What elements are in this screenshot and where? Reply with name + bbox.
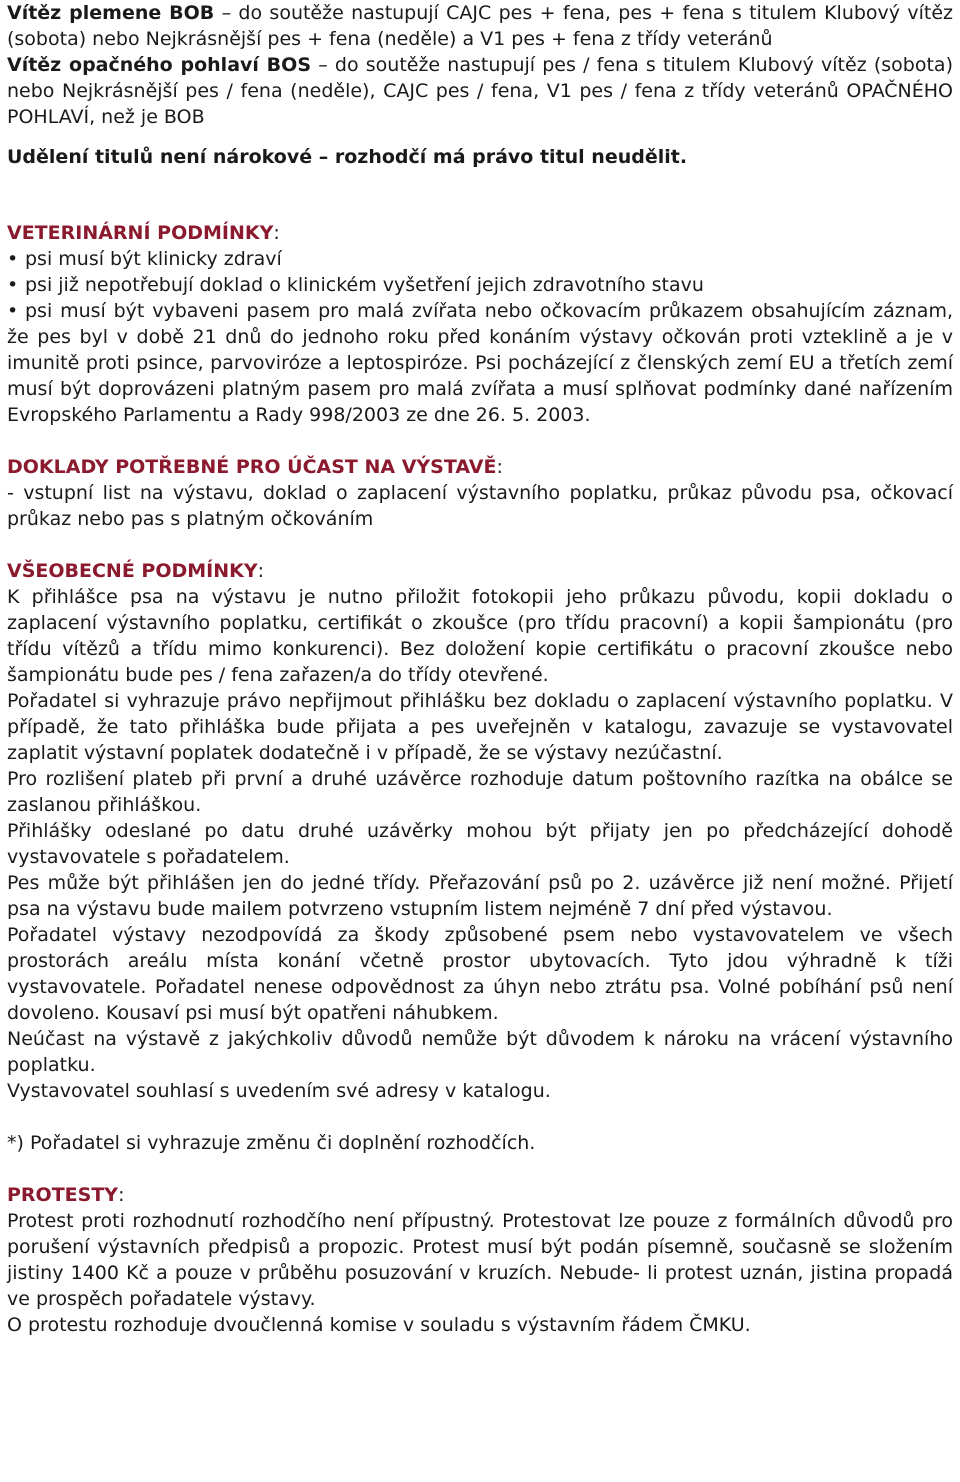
bos-text: – do soutěže nastupují pes / fena s titulem Klubový vítěz (sobota) nebo Nejkrásnější pes / fena (neděle), CAJC pes / fena, V1 pes / fena z třídy veteránů OPAČNÉHO POHLAVÍ, než je BOB	[7, 54, 953, 128]
protests-paragraph: O protestu rozhoduje dvoučlenná komise v souladu s výstavním řádem ČMKU.	[7, 1314, 751, 1336]
bullet-icon: •	[7, 248, 19, 270]
general-paragraph: Vystavovatel souhlasí s uvedením své adresy v katalogu.	[7, 1080, 551, 1102]
veterinary-bullet: • psi musí být vybaveni pasem pro malá zvířata nebo očkovacím průkazem obsahujícím záznam, že pes byl v době 21 dnů do jednoho roku před konáním výstavy očkován proti vzteklině a je v imunitě proti psince, parvoviróze a leptospiróze. Psi pocházející z členských zemí EU a třetích zemí musí být doprovázeni platným pasem pro malá zvířata a musí splňovat podmínky dané nařízením Evropského Parlamentu a Rady 998/2003 ze dne 26. 5. 2003.	[7, 300, 953, 426]
protests-paragraph: Protest proti rozhodnutí rozhodčího není přípustný. Protestovat lze pouze z formálních důvodů pro porušení výstavních předpisů a propozic. Protest musí být podán písemně, současně se složením jistiny 1400 Kč a pouze v průběhu posuzování v kruzích. Nebude- li protest uznán, jistina propadá ve prospěch pořadatele výstavy.	[7, 1210, 953, 1310]
general-paragraph: K přihlášce psa na výstavu je nutno přiložit fotokopii jeho průkazu původu, kopii dokladu o zaplacení výstavního poplatku, certifikát o zkoušce (pro třídu pracovní) a kopii šampionátu (pro třídu vítězů a třídu mimo konkurenci). Bez doložení kopie certifikátu o pracovní zkoušce nebo šampionátu bude pes / fena zařazen/a do třídy otevřené.	[7, 586, 953, 686]
judges-footnote: *) Pořadatel si vyhrazuje změnu či doplnění rozhodčích.	[7, 1132, 536, 1154]
bob-paragraph	[7, 0, 953, 52]
documents-text: - vstupní list na výstavu, doklad o zaplacení výstavního poplatku, průkaz původu psa, očkovací průkaz nebo pas s platným očkováním	[7, 482, 953, 530]
general-paragraph: Pořadatel výstavy nezodpovídá za škody způsobené psem nebo vystavovatelem ve všech prostorách areálu místa konání včetně prostor ubytovacích. Tyto jdou výhradně k tíži vystavovatele. Pořadatel nenese odpovědnost za úhyn nebo ztrátu psa. Volné pobíhání psů není dovoleno. Kousaví psi musí být opatřeni náhubkem.	[7, 924, 953, 1024]
veterinary-heading: VETERINÁRNÍ PODMÍNKY:	[7, 222, 280, 244]
general-paragraph: Pořadatel si vyhrazuje právo nepřijmout přihlášku bez dokladu o zaplacení výstavního poplatku. V případě, že tato přihláška bude přijata a pes uveřejněn v katalogu, zavazuje se vystavovatel zaplatit výstavní poplatek dodatečně i v případě, že se výstavy nezúčastní.	[7, 690, 953, 764]
general-paragraph: Pes může být přihlášen jen do jedné třídy. Přeřazování psů po 2. uzávěrce již není možné. Přijetí psa na výstavu bude mailem potvrzeno vstupním listem nejméně 7 dní před výstavou.	[7, 872, 953, 920]
protests-heading: PROTESTY:	[7, 1184, 125, 1206]
titles-note: Udělení titulů není nárokové – rozhodčí má právo titul neudělit.	[7, 146, 688, 168]
general-paragraph: Přihlášky odeslané po datu druhé uzávěrky mohou být přijaty jen po předcházející dohodě vystavovatele s pořadatelem.	[7, 820, 953, 868]
general-heading: VŠEOBECNÉ PODMÍNKY:	[7, 560, 265, 582]
bullet-icon: •	[7, 300, 19, 322]
veterinary-bullet: • psi musí být klinicky zdraví	[7, 248, 282, 270]
documents-heading: DOKLADY POTŘEBNÉ PRO ÚČAST NA VÝSTAVĚ:	[7, 456, 503, 478]
veterinary-bullet: • psi již nepotřebují doklad o klinickém vyšetření jejich zdravotního stavu	[7, 274, 704, 296]
general-paragraph: Pro rozlišení plateb při první a druhé uzávěrce rozhoduje datum poštovního razítka na obálce se zaslanou přihláškou.	[7, 768, 953, 816]
bob-label: Vítěz plemene BOB	[7, 2, 215, 24]
bos-paragraph	[7, 52, 953, 130]
bos-label: Vítěz opačného pohlaví BOS	[7, 54, 311, 76]
bob-text: – do soutěže nastupují CAJC pes + fena, pes + fena s titulem Klubový vítěz (sobota) nebo Nejkrásnější pes + fena (neděle) a V1 pes + fena z třídy veteránů	[7, 2, 954, 50]
general-paragraph: Neúčast na výstavě z jakýchkoliv důvodů nemůže být důvodem k nároku na vrácení výstavního poplatku.	[7, 1028, 953, 1076]
bullet-icon: •	[7, 274, 19, 296]
